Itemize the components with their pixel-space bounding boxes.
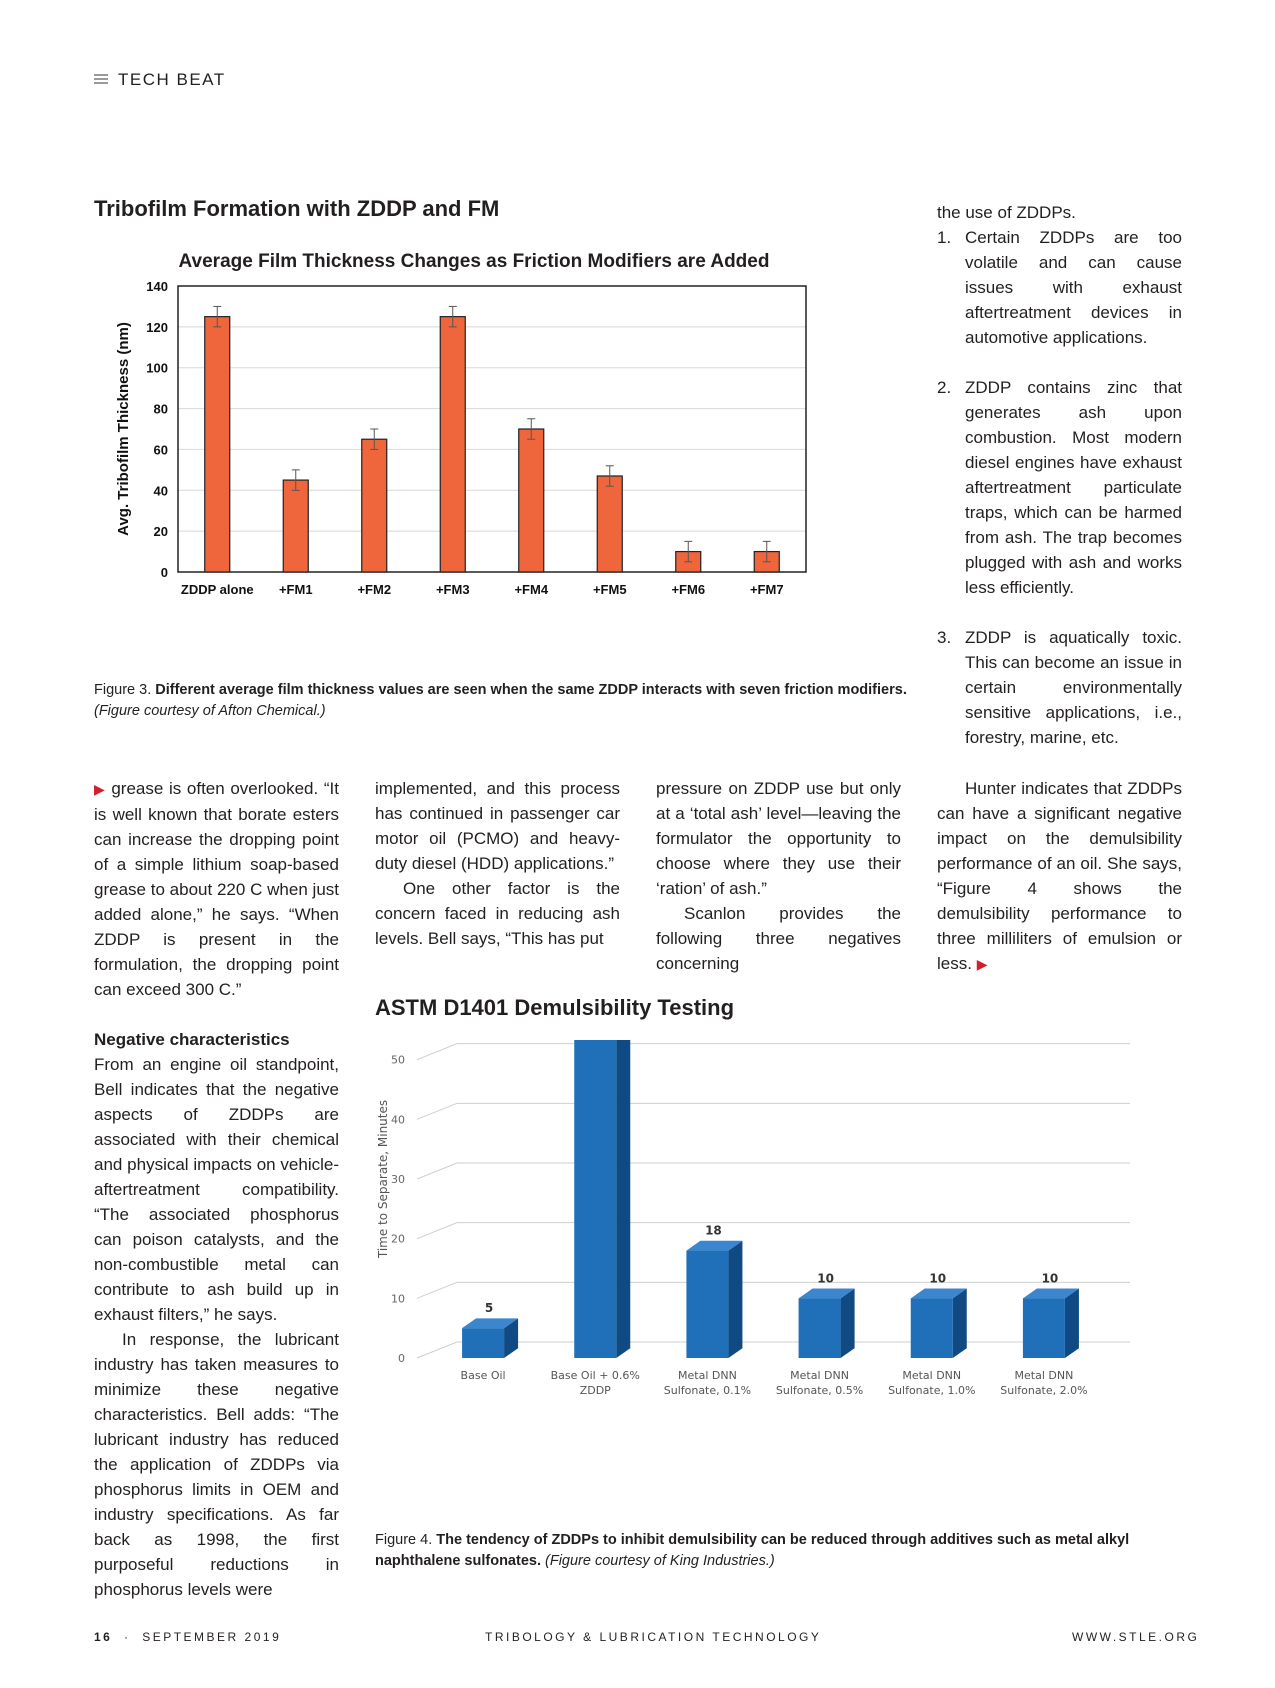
bar-side: [616, 1040, 630, 1358]
y-tick-label: 0: [398, 1352, 405, 1365]
y-tick-label: 120: [146, 319, 168, 335]
y-tick-label: 30: [391, 1173, 405, 1186]
bar: [686, 1251, 728, 1358]
list-item: [937, 225, 1182, 350]
x-tick-label: +FM7: [749, 582, 784, 597]
list-item: [937, 625, 1182, 750]
footer-separator: ·: [124, 1630, 131, 1644]
x-tick-label: ZDDP alone: [180, 582, 254, 597]
y-tick-label: 50: [391, 1053, 405, 1067]
plot-frame: [178, 286, 806, 572]
column4-text1: Hunter indicates that ZDDPs can have a significant negative impact on the demulsibility performance of an oil. She says, “Figure 4 shows the demulsibility performance to three milliliters of emulsion or less.: [937, 779, 1182, 973]
list-text: ZDDP contains zinc that generates ash upon combustion. Most modern diesel engines have exhaust aftertreatment particulate traps, which can be harmed from ash. The trap becomes plugged with ash and works less efficiently.: [965, 378, 1182, 597]
section-tag: [94, 70, 226, 90]
list-number: 1.: [937, 228, 952, 247]
column1-paragraph3: In response, the lubricant industry has taken measures to minimize these negative characteristics. Bell adds: “The lubricant industry has reduced the application of ZDDPs via phosphorus limits in OEM and industry specifications. As far back as 1998, the first purposeful reductions in phosphorus levels were: [94, 1330, 339, 1599]
y-tick-label: 80: [153, 401, 168, 417]
y-tick-label: 140: [146, 279, 168, 294]
gridline: [417, 1103, 1130, 1119]
x-tick-label: +FM4: [514, 582, 549, 597]
x-tick-label: +FM5: [592, 582, 627, 597]
y-tick-label: 10: [391, 1292, 405, 1306]
figure3-caption-credit: (Figure courtesy of Afton Chemical.): [94, 703, 326, 719]
x-tick-label: Sulfonate, 0.1%: [663, 1384, 752, 1397]
triangle-right-icon: ▶: [94, 781, 106, 797]
figure3-caption: [94, 680, 934, 722]
column4: [937, 776, 1182, 977]
x-tick-label: +FM3: [435, 582, 470, 597]
bar-side: [953, 1289, 967, 1358]
figure3-heading: Tribofilm Formation with ZDDP and FM: [94, 196, 500, 221]
figure4-chart: [375, 1040, 1175, 1520]
figure4-caption-label: Figure 4.: [375, 1532, 433, 1548]
bar: [362, 439, 387, 572]
x-tick-label: +FM6: [671, 582, 706, 597]
section-label: TECH BEAT: [118, 70, 226, 89]
x-tick-label: Metal DNN: [1014, 1369, 1074, 1382]
y-tick-label: 60: [153, 442, 168, 458]
website-link[interactable]: WWW.STLE.ORG: [1072, 1630, 1200, 1644]
x-tick-label: ZDDP: [579, 1384, 611, 1397]
y-axis-label: Avg. Tribofilm Thickness (nm): [115, 322, 132, 536]
subhead-negative-characteristics: Negative characteristics: [94, 1030, 290, 1049]
bar-side: [1065, 1289, 1079, 1358]
y-axis-label: Time to Separate, Minutes: [376, 1099, 390, 1259]
column4-top: [937, 200, 1182, 775]
publication-name: TRIBOLOGY & LUBRICATION TECHNOLOGY: [485, 1630, 822, 1644]
x-tick-label: Sulfonate, 2.0%: [1000, 1384, 1088, 1397]
y-tick-label: 20: [391, 1232, 405, 1246]
figure4-heading: ASTM D1401 Demulsibility Testing: [375, 995, 735, 1020]
bar: [574, 1040, 616, 1358]
triangle-right-icon: ▶: [976, 956, 988, 972]
y-tick-label: 40: [153, 483, 168, 499]
gridline: [417, 1163, 1130, 1179]
bar: [205, 317, 230, 572]
bar: [519, 429, 544, 572]
figure4-caption-credit: (Figure courtesy of King Industries.): [545, 1553, 775, 1569]
gridline: [417, 1223, 1130, 1239]
data-label: 18: [705, 1223, 722, 1238]
figure3-chart: [110, 248, 890, 643]
x-tick-label: Metal DNN: [790, 1369, 849, 1382]
bar: [462, 1328, 504, 1358]
column1-text1: grease is often overlooked. “It is well known that borate esters can increase the dropping point of a simple lithium soap-based grease to about 220 C when just added alone,” he says. “When ZDDP is present in the formulation, the dropping point can exceed 300 C.”: [94, 779, 339, 999]
y-tick-label: 20: [153, 524, 168, 540]
list-number: 3.: [937, 628, 952, 647]
footer-left: [94, 1630, 281, 1644]
column1-paragraph2: From an engine oil standpoint, Bell indicates that the negative aspects of ZDDPs are associated with their chemical and physical impacts on vehicle-aftertreatment compatibility. “The associated phosphorus can poison catalysts, and the non-combustible metal can contribute to ash build up in exhaust filters,” he says.: [94, 1055, 339, 1324]
column4-intro: the use of ZDDPs.: [937, 203, 1076, 222]
list-number: 2.: [937, 378, 952, 397]
column2-paragraph1: implemented, and this process has continued in passenger car motor oil (PCMO) and heavy-duty diesel (HDD) applications.”: [375, 779, 620, 873]
bar-side: [841, 1289, 855, 1358]
column4-paragraph1: [937, 776, 1182, 977]
bar: [597, 476, 622, 572]
column1-paragraph1: [94, 776, 339, 1002]
stripes-icon: [94, 74, 108, 86]
data-label: 10: [817, 1271, 834, 1286]
bar: [1023, 1298, 1065, 1358]
x-tick-label: Base Oil: [460, 1369, 506, 1382]
figure3-caption-label: Figure 3.: [94, 682, 152, 698]
list-text: Certain ZDDPs are too volatile and can cause issues with exhaust aftertreatment devices in automotive applications.: [965, 228, 1182, 347]
y-tick-label: 0: [160, 565, 168, 580]
x-tick-label: +FM2: [357, 582, 392, 597]
x-tick-label: Metal DNN: [902, 1369, 962, 1382]
issue-date: SEPTEMBER 2019: [142, 1630, 282, 1644]
column3: [656, 776, 901, 976]
x-tick-label: Metal DNN: [678, 1369, 737, 1382]
x-tick-label: +FM1: [278, 582, 313, 597]
bar: [440, 317, 465, 572]
chart-title: Average Film Thickness Changes as Friction Modifiers are Added: [178, 250, 770, 272]
data-label: 10: [1041, 1271, 1059, 1286]
gridline: [417, 1044, 1130, 1060]
column2-paragraph2: One other factor is the concern faced in reducing ash levels. Bell says, “This has put: [375, 879, 620, 948]
list-item: [937, 375, 1182, 600]
column1: [94, 776, 339, 1602]
figure4-caption: [375, 1530, 1185, 1572]
figure4-caption-text: The tendency of ZDDPs to inhibit demulsibility can be reduced through additives such as metal alkyl naphthalene sulfonates.: [375, 1532, 1130, 1569]
gridline: [417, 1282, 1130, 1298]
x-tick-label: Sulfonate, 1.0%: [888, 1384, 976, 1397]
y-tick-label: 100: [146, 360, 168, 376]
data-label: 10: [929, 1271, 947, 1286]
x-tick-label: Sulfonate, 0.5%: [775, 1384, 864, 1397]
x-tick-label: Base Oil + 0.6%: [550, 1369, 640, 1382]
figure3-caption-text: Different average film thickness values are seen when the same ZDDP interacts with seven friction modifiers.: [155, 682, 907, 698]
bar: [283, 480, 308, 572]
column3-paragraph2: Scanlon provides the following three negatives concerning: [656, 904, 901, 973]
bar: [799, 1298, 841, 1358]
list-text: ZDDP is aquatically toxic. This can become an issue in certain environmentally sensitive applications, i.e., forestry, marine, etc.: [965, 628, 1182, 747]
y-tick-label: 40: [391, 1113, 405, 1127]
column3-paragraph1: pressure on ZDDP use but only at a ‘total ash’ level—leaving the formulator the opportunity to choose where they use their ‘ration’ of ash.”: [656, 779, 901, 898]
negatives-list: [937, 225, 1182, 750]
bar: [911, 1298, 953, 1358]
data-label: 5: [484, 1301, 494, 1316]
column2: [375, 776, 620, 951]
page-number: 16: [94, 1630, 113, 1644]
bar-side: [728, 1241, 742, 1358]
